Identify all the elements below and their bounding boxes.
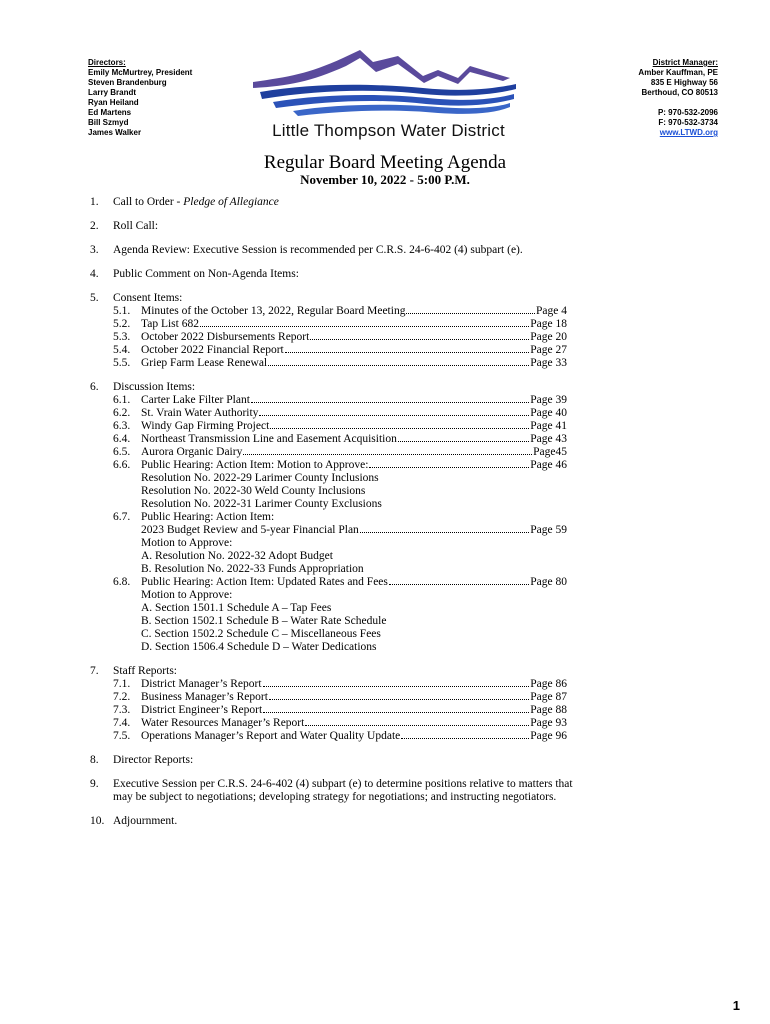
website-link[interactable]: www.LTWD.org: [659, 128, 718, 137]
page-ref: Page 86: [530, 678, 567, 690]
director-name: Bill Szmyd: [88, 118, 129, 127]
item-number: 10.: [90, 815, 105, 827]
motion-line: A. Section 1501.1 Schedule A – Tap Fees: [141, 602, 332, 614]
motion-line: A. Resolution No. 2022-32 Adopt Budget: [141, 550, 333, 562]
director-name: Ryan Heiland: [88, 98, 139, 107]
page-ref: Page 18: [530, 318, 567, 330]
agenda-item-discussion: [90, 381, 690, 654]
agenda-item: [90, 196, 690, 209]
page-title: Regular Board Meeting Agenda: [263, 152, 507, 173]
sub-item: [113, 691, 567, 704]
motion-line: D. Section 1506.4 Schedule D – Water Dedications: [141, 641, 377, 653]
district-logo: [248, 44, 528, 144]
mountains-water-logo-icon: [248, 44, 528, 124]
page-ref: Page 80: [530, 576, 567, 588]
director-name: Emily McMurtrey, President: [88, 68, 193, 77]
phone-number: P: 970-532-2096: [657, 108, 718, 117]
sub-text: Minutes of the October 13, 2022, Regular Board Meeting: [141, 305, 406, 317]
item-text: Executive Session per C.R.S. 24-6-402 (4) subpart (e) to determine positions relative to matters that: [113, 778, 573, 790]
page-ref: Page 87: [530, 691, 567, 703]
director-name: Ed Martens: [88, 108, 132, 117]
district-name: Little Thompson Water District: [272, 121, 505, 140]
directors-list: [88, 58, 192, 138]
sub-item: [113, 305, 567, 318]
sub-number: 5.1.: [113, 305, 131, 317]
item-number: 1.: [90, 196, 99, 208]
sub-text: Operations Manager’s Report and Water Quality Update: [141, 730, 401, 742]
item-number: 2.: [90, 220, 99, 232]
motion-line: B. Resolution No. 2022-33 Funds Appropriation: [141, 563, 364, 575]
page-ref: Page 33: [530, 357, 567, 369]
page-ref: Page 93: [530, 717, 567, 729]
manager-heading: District Manager:: [652, 58, 718, 67]
manager-name: Amber Kauffman, PE: [638, 68, 718, 77]
page-ref: Page 20: [530, 331, 567, 343]
item-text: Roll Call:: [113, 220, 159, 232]
sub-item: [113, 704, 567, 717]
sub-item: [113, 407, 567, 420]
sub-item: [113, 446, 567, 459]
sub-number: 6.2.: [113, 407, 131, 419]
meeting-date: November 10, 2022 - 5:00 P.M.: [300, 172, 470, 187]
agenda-item: [90, 244, 690, 257]
sub-text: Business Manager’s Report: [141, 691, 268, 703]
sub-item: [113, 433, 567, 446]
sub-item: [113, 511, 567, 524]
agenda-item: [90, 754, 690, 767]
motion-line: C. Section 1502.2 Schedule C – Miscellaneous Fees: [141, 628, 381, 640]
agenda-item: [90, 778, 690, 804]
page-ref: Page 40: [530, 407, 567, 419]
agenda-item-consent: [90, 292, 690, 370]
sub-text: District Manager’s Report: [141, 678, 262, 690]
item-text: Call to Order -: [113, 196, 184, 208]
sub-number: 7.2.: [113, 691, 131, 703]
directors-heading: Directors:: [88, 58, 126, 67]
page-ref: Page45: [533, 446, 567, 458]
sub-number: 5.4.: [113, 344, 131, 356]
sub-number: 6.4.: [113, 433, 131, 445]
manager-contact: [638, 58, 718, 138]
sub-item-continuation: [113, 524, 567, 537]
sub-item: [113, 331, 567, 344]
motion-line: Motion to Approve:: [141, 537, 233, 549]
sub-item: [113, 420, 567, 433]
sub-item: [113, 318, 567, 331]
item-text: Director Reports:: [113, 754, 194, 766]
item-number: 5.: [90, 292, 99, 304]
sub-item: [113, 344, 567, 357]
item-number: 4.: [90, 268, 99, 280]
page-ref: Page 59: [530, 524, 567, 536]
item-text: Consent Items:: [113, 292, 183, 304]
sub-number: 7.3.: [113, 704, 131, 716]
sub-item: [113, 459, 567, 472]
agenda-item-staff-reports: [90, 665, 690, 743]
page-ref: Page 39: [530, 394, 567, 406]
item-number: 9.: [90, 778, 99, 790]
address-line-2: Berthoud, CO 80513: [641, 88, 718, 97]
sub-number: 5.5.: [113, 357, 131, 369]
page-ref: Page 46: [530, 459, 567, 471]
sub-text: October 2022 Financial Report: [141, 344, 284, 356]
sub-number: 6.8.: [113, 576, 131, 588]
page-ref: Page 88: [530, 704, 567, 716]
sub-number: 7.4.: [113, 717, 131, 729]
director-name: Larry Brandt: [88, 88, 137, 97]
sub-item: [113, 730, 567, 743]
sub-text: Northeast Transmission Line and Easement Acquisition: [141, 433, 397, 445]
item-text: Agenda Review: Executive Session is recommended per C.R.S. 24-6-402 (4) subpart (e).: [113, 244, 523, 256]
page-number: 1: [732, 998, 740, 1013]
sub-text: St. Vrain Water Authority: [141, 407, 259, 419]
sub-text: Aurora Organic Dairy: [141, 446, 243, 458]
resolution-line: Resolution No. 2022-30 Weld County Inclusions: [141, 485, 366, 497]
item-text: Staff Reports:: [113, 665, 177, 677]
sub-number: 6.1.: [113, 394, 131, 406]
agenda-item: [90, 815, 690, 828]
resolution-line: Resolution No. 2022-29 Larimer County Inclusions: [141, 472, 379, 484]
agenda-list: [90, 196, 690, 828]
page-ref: Page 96: [530, 730, 567, 742]
sub-text: Tap List 682: [141, 318, 199, 330]
page-ref: Page 41: [530, 420, 567, 432]
item-number: 7.: [90, 665, 99, 677]
item-text: Public Comment on Non-Agenda Items:: [113, 268, 299, 280]
sub-item: [113, 394, 567, 407]
resolution-line: Resolution No. 2022-31 Larimer County Exclusions: [141, 498, 382, 510]
sub-number: 7.5.: [113, 730, 131, 742]
sub-number: 5.2.: [113, 318, 131, 330]
sub-item: [113, 576, 567, 589]
sub-text: District Engineer’s Report: [141, 704, 263, 716]
sub-text: 2023 Budget Review and 5-year Financial Plan: [141, 524, 359, 536]
sub-text: Public Hearing: Action Item:: [141, 511, 275, 523]
sub-item: [113, 717, 567, 730]
sub-text: October 2022 Disbursements Report: [141, 331, 310, 343]
sub-item: [113, 357, 567, 370]
item-number: 8.: [90, 754, 99, 766]
director-name: James Walker: [88, 128, 142, 137]
sub-number: 6.7.: [113, 511, 131, 523]
page-ref: Page 43: [530, 433, 567, 445]
motion-line: B. Section 1502.1 Schedule B – Water Rate Schedule: [141, 615, 387, 627]
item-number: 6.: [90, 381, 99, 393]
sub-text: Water Resources Manager’s Report: [141, 717, 305, 729]
sub-number: 7.1.: [113, 678, 131, 690]
sub-item: [113, 678, 567, 691]
sub-text: Public Hearing: Action Item: Updated Rates and Fees: [141, 576, 388, 588]
sub-text: Griep Farm Lease Renewal: [141, 357, 268, 369]
item-text: Discussion Items:: [113, 381, 196, 393]
item-text: may be subject to negotiations; developing strategy for negotiations; and instructing negotiators.: [113, 791, 557, 803]
sub-number: 5.3.: [113, 331, 131, 343]
sub-text: Carter Lake Filter Plant: [141, 394, 250, 406]
sub-number: 6.3.: [113, 420, 131, 432]
sub-number: 6.6.: [113, 459, 131, 471]
director-name: Steven Brandenburg: [88, 78, 167, 87]
page-ref: Page 27: [530, 344, 567, 356]
item-text: Adjournment.: [113, 815, 178, 827]
agenda-item: [90, 220, 690, 233]
item-italic-text: Pledge of Allegiance: [183, 196, 279, 208]
sub-number: 6.5.: [113, 446, 131, 458]
agenda-item: [90, 268, 690, 281]
sub-text: Public Hearing: Action Item: Motion to Approve:: [141, 459, 369, 471]
address-line-1: 835 E Highway 56: [650, 78, 718, 87]
sub-text: Windy Gap Firming Project: [141, 420, 270, 432]
motion-line: Motion to Approve:: [141, 589, 233, 601]
page-ref: Page 4: [536, 305, 567, 317]
fax-number: F: 970-532-3734: [658, 118, 718, 127]
item-number: 3.: [90, 244, 99, 256]
